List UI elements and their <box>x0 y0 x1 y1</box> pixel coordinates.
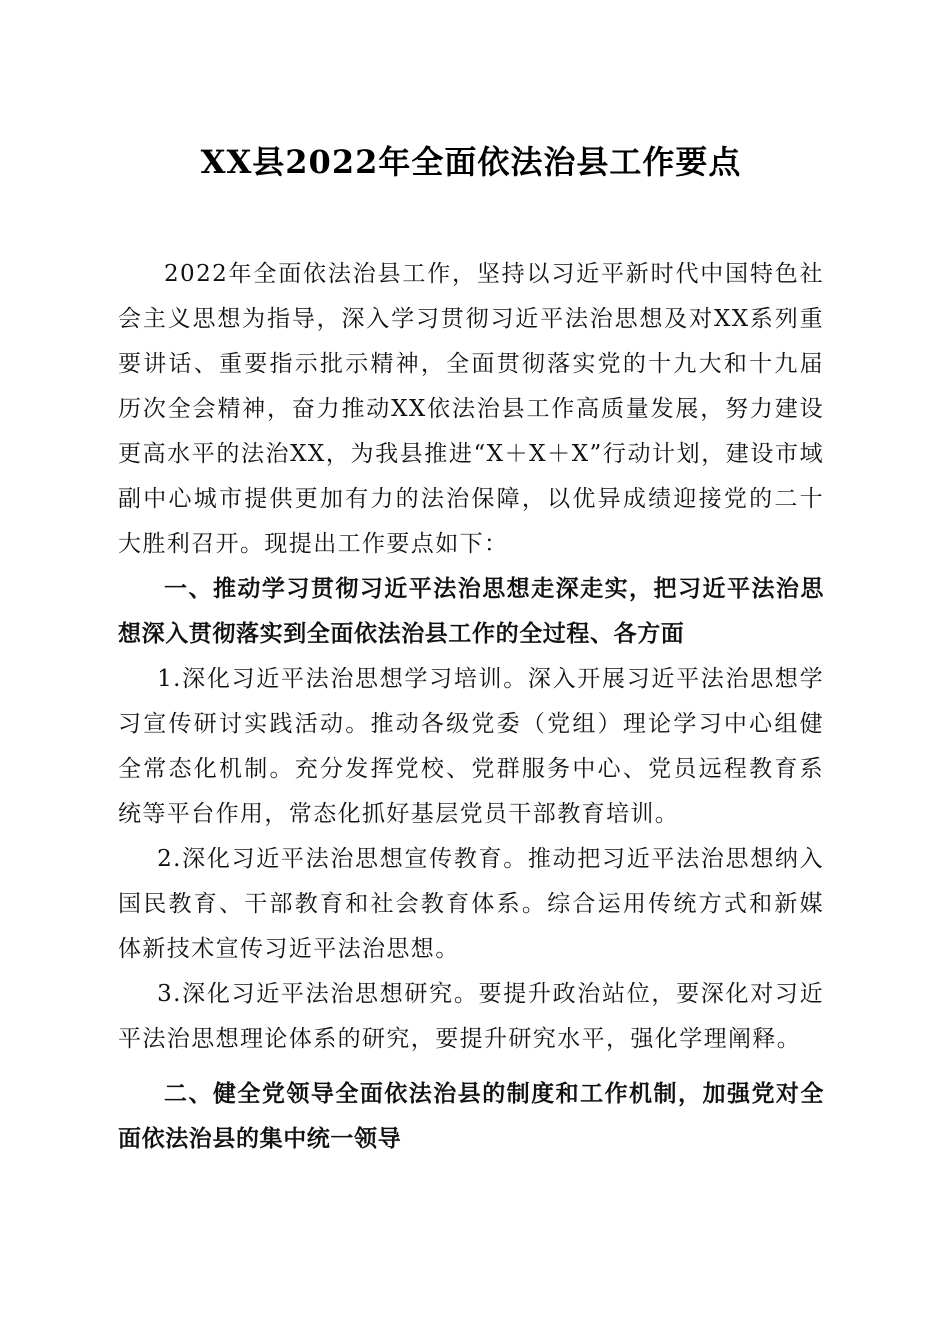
section-heading-1: 一、推动学习贯彻习近平法治思想走深走实，把习近平法治思想深入贯彻落实到全面依法治县工作的全过程、各方面 <box>118 576 824 647</box>
section-1-item-1: 1.深化习近平法治思想学习培训。深入开展习近平法治思想学习宣传研讨实践活动。推动各级党委（党组）理论学习中心组健全常态化机制。充分发挥党校、党群服务中心、党员远程教育系统等平台作用，常态化抓好基层党员干部教育培训。 <box>118 666 824 827</box>
section-1 <box>118 567 824 1062</box>
intro-paragraph: 2022年全面依法治县工作，坚持以习近平新时代中国特色社会主义思想为指导，深入学习贯彻习近平法治思想及对XX系列重要讲话、重要指示批示精神，全面贯彻落实党的十九大和十九届历次全会精神，奋力推动XX依法治县工作高质量发展，努力建设更高水平的法治XX，为我县推进“X＋X＋X”行动计划，建设市域副中心城市提供更加有力的法治保障，以优异成绩迎接党的二十大胜利召开。现提出工作要点如下： <box>118 261 824 557</box>
section-2 <box>118 1072 824 1162</box>
section-1-item-3: 3.深化习近平法治思想研究。要提升政治站位，要深化对习近平法治思想理论体系的研究，要提升研究水平，强化学理阐释。 <box>118 981 824 1052</box>
section-heading-2: 二、健全党领导全面依法治县的制度和工作机制，加强党对全面依法治县的集中统一领导 <box>118 1081 824 1152</box>
section-1-item-2: 2.深化习近平法治思想宣传教育。推动把习近平法治思想纳入国民教育、干部教育和社会教育体系。综合运用传统方式和新媒体新技术宣传习近平法治思想。 <box>118 846 824 962</box>
document-page <box>118 130 824 1162</box>
document-title: XX县2022年全面依法治县工作要点 <box>200 143 742 181</box>
